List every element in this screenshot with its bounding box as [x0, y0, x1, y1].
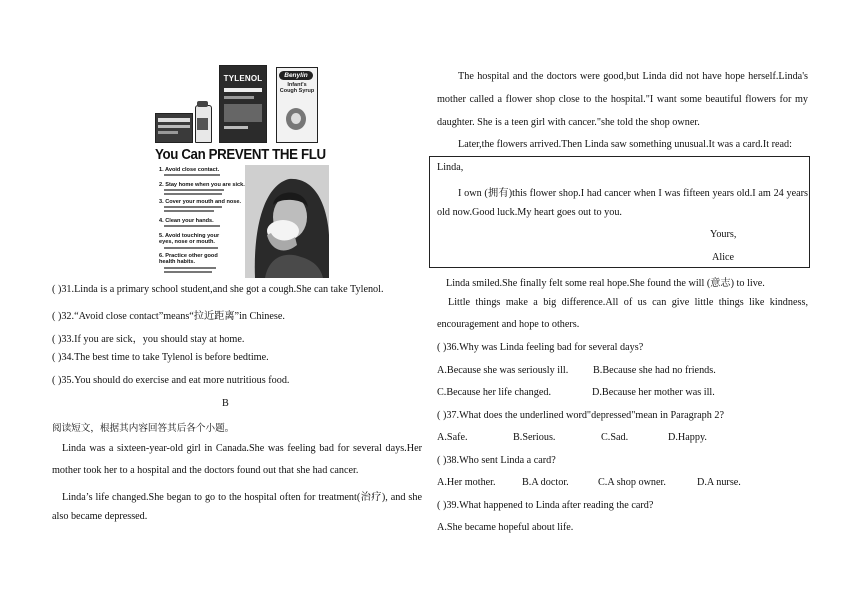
- paragraph-1-line-2: mother took her to a hospital and the doctors found out that she had cancer.: [52, 465, 359, 476]
- section-b-heading: B: [222, 398, 229, 409]
- tip-1-detail: [164, 174, 220, 176]
- tip-2-detail-2: [164, 193, 222, 195]
- q37-option-d: D.Happy.: [668, 432, 707, 443]
- tylenol-label: TYLENOL: [223, 74, 263, 83]
- q37-option-c: C.Sad.: [601, 432, 629, 443]
- tip-3-detail: [164, 206, 222, 208]
- q38-option-d: D.A nurse.: [697, 477, 741, 488]
- question-36: ( )36.Why was Linda feeling bad for several days?: [437, 342, 644, 353]
- question-32: ( )32.“Avoid close contact”means“拉近距离”in Chinese.: [52, 311, 285, 322]
- q36-option-d: D.Because her mother was ill.: [592, 387, 715, 398]
- q36-option-c: C.Because her life changed.: [437, 387, 551, 398]
- card-line-1: I own (拥有)this flower shop.I had cancer when I was fifteen years old.I am 24 years: [458, 188, 808, 199]
- poster-tip-2: 2. Stay home when you are sick.: [159, 182, 245, 188]
- question-38: ( )38.Who sent Linda a card?: [437, 455, 556, 466]
- q39-option-a: A.She became hopeful about life.: [437, 522, 574, 533]
- question-31: ( )31.Linda is a primary school student,and she got a cough.She can take Tylenol.: [52, 284, 384, 295]
- paragraph-3-line-3: daughter. She is a teen girl with cancer."she told the shop owner.: [437, 117, 700, 128]
- tip-5-detail: [164, 247, 218, 249]
- sick-woman-photo: [245, 165, 329, 278]
- question-34: ( )34.The best time to take Tylenol is before bedtime.: [52, 352, 269, 363]
- paragraph-3-line-2: mother called a flower shop close to the hospital."I want some beautiful flowers for my: [437, 94, 808, 105]
- paragraph-4: Later,the flowers arrived.Then Linda saw something unusual.It was a card.It read:: [458, 139, 792, 150]
- flu-prevention-poster: [153, 63, 329, 278]
- paragraph-6-line-1: Little things make a big difference.All of us can give little things like kindness,: [448, 297, 808, 308]
- paragraph-6-line-2: encouragement and hope to others.: [437, 319, 580, 330]
- tip-3-detail-2: [164, 210, 214, 212]
- paragraph-2-line-2: also became depressed.: [52, 511, 148, 522]
- tip-4-detail: [164, 225, 220, 227]
- paragraph-1-line-1: Linda was a sixteen-year-old girl in Canada.She was feeling bad for several days.Her: [62, 443, 422, 454]
- poster-tip-5: 5. Avoid touching your eyes, nose or mouth.: [159, 233, 220, 246]
- card-signature: Alice: [712, 252, 735, 263]
- reading-instruction: 阅读短文，根据其内容回答其后各个小题。: [52, 423, 235, 434]
- tip-6-detail-2: [164, 271, 212, 273]
- q38-option-c: C.A shop owner.: [598, 477, 666, 488]
- poster-tip-1: 1. Avoid close contact.: [159, 167, 220, 173]
- paragraph-2-line-1: Linda’s life changed.She began to go to the hospital often for treatment(治疗), and she: [62, 492, 422, 503]
- benylin-label: Benylin: [279, 71, 313, 80]
- question-39: ( )39.What happened to Linda after reading the card?: [437, 500, 654, 511]
- poster-tip-6: 6. Practice other good health habits.: [159, 253, 218, 266]
- q37-option-b: B.Serious.: [513, 432, 556, 443]
- poster-tip-4: 4. Clean your hands.: [159, 218, 214, 224]
- card-greeting: Linda,: [437, 162, 464, 173]
- card-line-2: old now.Good luck.My heart goes out to you.: [437, 207, 622, 218]
- tylenol-box: [219, 65, 267, 143]
- tip-2-detail: [164, 189, 224, 191]
- q36-option-a: A.Because she was seriously ill.: [437, 365, 569, 376]
- benylin-sub-label: Infant's Cough Syrup: [279, 82, 315, 94]
- question-33: ( )33.If you are sick，you should stay at home.: [52, 334, 245, 345]
- product-bottle: [195, 105, 212, 143]
- benylin-box: [276, 67, 318, 143]
- paragraph-3-line-1: The hospital and the doctors were good,but Linda did not have hope herself.Linda's: [458, 71, 808, 82]
- question-37: ( )37.What does the underlined word"depressed"mean in Paragraph 2?: [437, 410, 724, 421]
- poster-tip-3: 3. Cover your mouth and nose.: [159, 199, 242, 205]
- tip-6-detail: [164, 267, 216, 269]
- q38-option-b: B.A doctor.: [522, 477, 569, 488]
- q38-option-a: A.Her mother.: [437, 477, 496, 488]
- question-35: ( )35.You should do exercise and eat more nutritious food.: [52, 375, 290, 386]
- q36-option-b: B.Because she had no friends.: [593, 365, 716, 376]
- poster-headline: You Can PREVENT THE FLU: [155, 147, 326, 163]
- product-box-left: [155, 113, 193, 143]
- paragraph-5: Linda smiled.She finally felt some real hope.She found the will (意志) to live.: [446, 278, 765, 289]
- card-closing: Yours,: [710, 229, 737, 240]
- q37-option-a: A.Safe.: [437, 432, 468, 443]
